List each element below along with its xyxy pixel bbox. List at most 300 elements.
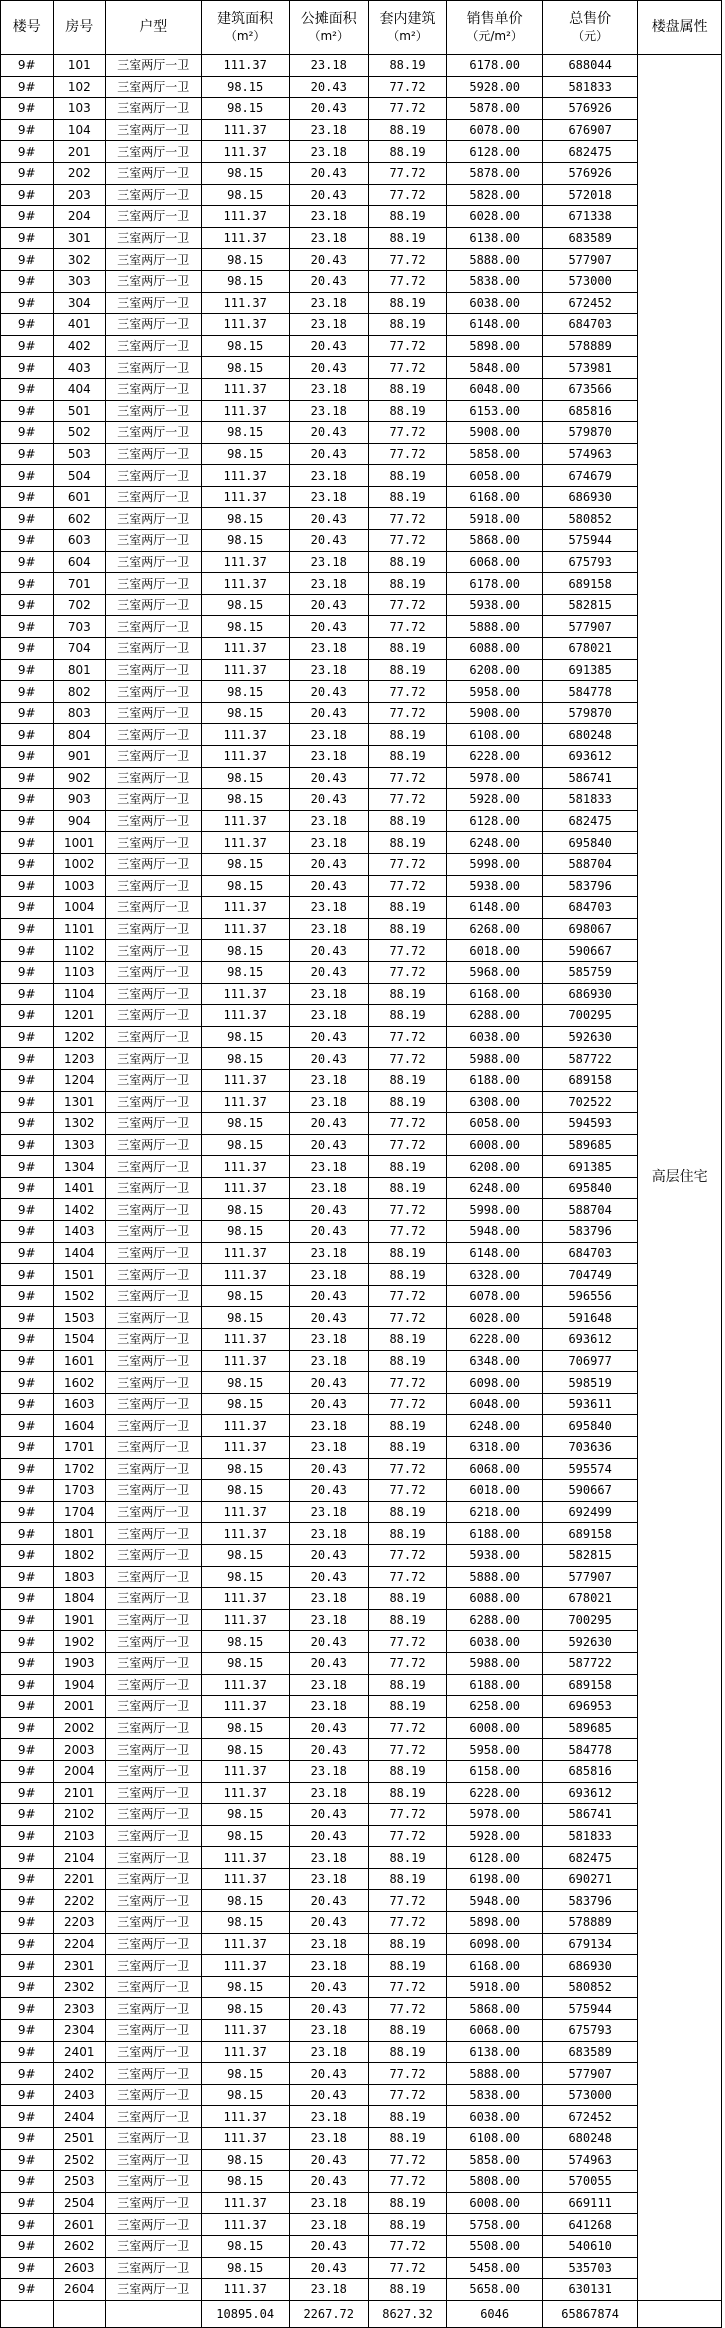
cell-shared: 20.43: [289, 1221, 368, 1243]
cell-area: 111.37: [201, 918, 289, 940]
cell-room: 504: [53, 465, 106, 487]
cell-room: 1801: [53, 1523, 106, 1545]
cell-shared: 23.18: [289, 983, 368, 1005]
cell-price: 5958.00: [447, 1739, 542, 1761]
cell-area: 111.37: [201, 378, 289, 400]
cell-layout: 三室两厅一卫: [106, 1912, 201, 1934]
cell-building: 9#: [1, 897, 54, 919]
cell-inner: 88.19: [368, 1782, 447, 1804]
cell-price: 5938.00: [447, 594, 542, 616]
table-row: [1, 1976, 722, 1998]
cell-price: 5978.00: [447, 767, 542, 789]
cell-shared: 23.18: [289, 1696, 368, 1718]
cell-building: 9#: [1, 789, 54, 811]
header-area-label: 建筑面积: [217, 10, 274, 27]
cell-shared: 20.43: [289, 1026, 368, 1048]
cell-price: 6308.00: [447, 1091, 542, 1113]
cell-total: 577907: [542, 1566, 637, 1588]
table-row: [1, 1998, 722, 2020]
table-row: [1, 1437, 722, 1459]
cell-layout: 三室两厅一卫: [106, 270, 201, 292]
table-row: [1, 2063, 722, 2085]
cell-layout: 三室两厅一卫: [106, 875, 201, 897]
cell-shared: 23.18: [289, 1329, 368, 1351]
cell-area: 111.37: [201, 1501, 289, 1523]
cell-price: 5888.00: [447, 2063, 542, 2085]
cell-total: 685816: [542, 400, 637, 422]
cell-area: 111.37: [201, 55, 289, 77]
totals-row: [1, 2300, 722, 2327]
cell-building: 9#: [1, 724, 54, 746]
cell-building: 9#: [1, 1544, 54, 1566]
cell-total: 684703: [542, 897, 637, 919]
cell-price: 6008.00: [447, 2192, 542, 2214]
cell-building: 9#: [1, 1048, 54, 1070]
table-row: [1, 508, 722, 530]
cell-total: 695840: [542, 1177, 637, 1199]
cell-shared: 23.18: [289, 2192, 368, 2214]
cell-inner: 88.19: [368, 465, 447, 487]
cell-area: 98.15: [201, 1804, 289, 1826]
table-row: [1, 1955, 722, 1977]
cell-inner: 77.72: [368, 1307, 447, 1329]
cell-room: 1304: [53, 1156, 106, 1178]
cell-total: 578889: [542, 1912, 637, 1934]
cell-inner: 88.19: [368, 551, 447, 573]
table-row: [1, 1393, 722, 1415]
cell-inner: 88.19: [368, 832, 447, 854]
header-total-label: 总售价: [569, 10, 612, 27]
cell-inner: 77.72: [368, 249, 447, 271]
cell-price: 6178.00: [447, 55, 542, 77]
cell-layout: 三室两厅一卫: [106, 810, 201, 832]
cell-area: 98.15: [201, 1739, 289, 1761]
cell-total: 675793: [542, 551, 637, 573]
cell-total: 686930: [542, 983, 637, 1005]
cell-room: 1103: [53, 961, 106, 983]
cell-room: 904: [53, 810, 106, 832]
cell-shared: 23.18: [289, 810, 368, 832]
cell-price: 5998.00: [447, 853, 542, 875]
header-price-label: 销售单价: [466, 10, 523, 27]
cell-area: 98.15: [201, 1134, 289, 1156]
cell-layout: 三室两厅一卫: [106, 2106, 201, 2128]
cell-total: 592630: [542, 1631, 637, 1653]
cell-inner: 88.19: [368, 659, 447, 681]
cell-layout: 三室两厅一卫: [106, 162, 201, 184]
cell-inner: 77.72: [368, 1221, 447, 1243]
table-row: [1, 1048, 722, 1070]
cell-room: 403: [53, 357, 106, 379]
header-area-unit: （m²）: [224, 28, 266, 43]
cell-area: 111.37: [201, 1005, 289, 1027]
cell-room: 303: [53, 270, 106, 292]
cell-total: 581833: [542, 1825, 637, 1847]
cell-total: 592630: [542, 1026, 637, 1048]
cell-price: 6158.00: [447, 1760, 542, 1782]
table-row: [1, 1631, 722, 1653]
cell-layout: 三室两厅一卫: [106, 1285, 201, 1307]
cell-inner: 77.72: [368, 1739, 447, 1761]
cell-total: 682475: [542, 810, 637, 832]
table-row: [1, 1264, 722, 1286]
cell-layout: 三室两厅一卫: [106, 1804, 201, 1826]
cell-inner: 88.19: [368, 292, 447, 314]
cell-inner: 88.19: [368, 400, 447, 422]
cell-layout: 三室两厅一卫: [106, 1868, 201, 1890]
cell-room: 2601: [53, 2214, 106, 2236]
cell-area: 98.15: [201, 2149, 289, 2171]
cell-layout: 三室两厅一卫: [106, 659, 201, 681]
cell-layout: 三室两厅一卫: [106, 638, 201, 660]
cell-price: 6088.00: [447, 1588, 542, 1610]
cell-total: 576926: [542, 98, 637, 120]
cell-room: 1502: [53, 1285, 106, 1307]
table-row: [1, 1113, 722, 1135]
cell-room: 203: [53, 184, 106, 206]
cell-price: 6038.00: [447, 2106, 542, 2128]
cell-price: 6058.00: [447, 1113, 542, 1135]
cell-inner: 88.19: [368, 1955, 447, 1977]
cell-area: 98.15: [201, 1544, 289, 1566]
cell-inner: 88.19: [368, 1177, 447, 1199]
cell-price: 6148.00: [447, 314, 542, 336]
cell-total: 577907: [542, 616, 637, 638]
cell-room: 602: [53, 508, 106, 530]
table-row: [1, 810, 722, 832]
cell-room: 2401: [53, 2041, 106, 2063]
cell-price: 6128.00: [447, 141, 542, 163]
cell-price: 6348.00: [447, 1350, 542, 1372]
cell-price: 5948.00: [447, 1890, 542, 1912]
cell-price: 6248.00: [447, 1415, 542, 1437]
cell-layout: 三室两厅一卫: [106, 184, 201, 206]
cell-room: 204: [53, 206, 106, 228]
cell-room: 103: [53, 98, 106, 120]
cell-shared: 20.43: [289, 616, 368, 638]
cell-shared: 23.18: [289, 897, 368, 919]
cell-total: 540610: [542, 2235, 637, 2257]
cell-shared: 23.18: [289, 2279, 368, 2301]
table-row: [1, 551, 722, 573]
cell-building: 9#: [1, 1437, 54, 1459]
cell-price: 6108.00: [447, 724, 542, 746]
cell-price: 5828.00: [447, 184, 542, 206]
cell-inner: 77.72: [368, 76, 447, 98]
table-row: [1, 2020, 722, 2042]
cell-room: 603: [53, 530, 106, 552]
cell-building: 9#: [1, 141, 54, 163]
cell-inner: 88.19: [368, 2041, 447, 2063]
cell-price: 6038.00: [447, 292, 542, 314]
cell-price: 5998.00: [447, 1199, 542, 1221]
cell-inner: 77.72: [368, 1544, 447, 1566]
cell-total: 706977: [542, 1350, 637, 1372]
cell-area: 111.37: [201, 1415, 289, 1437]
table-row: [1, 940, 722, 962]
cell-price: 5888.00: [447, 249, 542, 271]
cell-room: 1402: [53, 1199, 106, 1221]
cell-shared: 20.43: [289, 1307, 368, 1329]
cell-building: 9#: [1, 1847, 54, 1869]
cell-building: 9#: [1, 249, 54, 271]
cell-price: 6288.00: [447, 1609, 542, 1631]
cell-building: 9#: [1, 551, 54, 573]
cell-total: 684703: [542, 1242, 637, 1264]
cell-area: 111.37: [201, 2106, 289, 2128]
cell-inner: 77.72: [368, 1652, 447, 1674]
table-row: [1, 1415, 722, 1437]
cell-area: 111.37: [201, 2020, 289, 2042]
cell-layout: 三室两厅一卫: [106, 1199, 201, 1221]
cell-area: 98.15: [201, 702, 289, 724]
cell-room: 2504: [53, 2192, 106, 2214]
cell-building: 9#: [1, 119, 54, 141]
cell-room: 2303: [53, 1998, 106, 2020]
cell-area: 98.15: [201, 1480, 289, 1502]
cell-room: 2302: [53, 1976, 106, 1998]
cell-room: 1302: [53, 1113, 106, 1135]
cell-shared: 20.43: [289, 2063, 368, 2085]
cell-price: 5938.00: [447, 875, 542, 897]
cell-layout: 三室两厅一卫: [106, 1782, 201, 1804]
cell-area: 111.37: [201, 400, 289, 422]
cell-building: 9#: [1, 1976, 54, 1998]
cell-area: 98.15: [201, 1717, 289, 1739]
cell-total: 703636: [542, 1437, 637, 1459]
cell-inner: 77.72: [368, 335, 447, 357]
cell-building: 9#: [1, 2214, 54, 2236]
table-row: [1, 1501, 722, 1523]
cell-shared: 20.43: [289, 1393, 368, 1415]
cell-area: 98.15: [201, 789, 289, 811]
cell-inner: 88.19: [368, 1005, 447, 1027]
cell-shared: 23.18: [289, 378, 368, 400]
table-row: [1, 2128, 722, 2150]
table-row: [1, 1912, 722, 1934]
cell-layout: 三室两厅一卫: [106, 789, 201, 811]
cell-area: 98.15: [201, 1307, 289, 1329]
cell-area: 98.15: [201, 1026, 289, 1048]
cell-room: 2001: [53, 1696, 106, 1718]
cell-inner: 77.72: [368, 616, 447, 638]
cell-total: 683589: [542, 2041, 637, 2063]
table-row: [1, 1696, 722, 1718]
table-row: [1, 1134, 722, 1156]
cell-inner: 88.19: [368, 983, 447, 1005]
cell-area: 98.15: [201, 422, 289, 444]
cell-total: 630131: [542, 2279, 637, 2301]
cell-layout: 三室两厅一卫: [106, 1501, 201, 1523]
cell-price: 6228.00: [447, 1782, 542, 1804]
cell-layout: 三室两厅一卫: [106, 206, 201, 228]
cell-total: 579870: [542, 702, 637, 724]
cell-room: 1101: [53, 918, 106, 940]
cell-room: 2103: [53, 1825, 106, 1847]
cell-price: 6148.00: [447, 1242, 542, 1264]
cell-layout: 三室两厅一卫: [106, 227, 201, 249]
cell-shared: 23.18: [289, 55, 368, 77]
cell-price: 5908.00: [447, 702, 542, 724]
cell-building: 9#: [1, 1285, 54, 1307]
cell-area: 111.37: [201, 465, 289, 487]
cell-shared: 20.43: [289, 530, 368, 552]
cell-price: 6138.00: [447, 227, 542, 249]
table-row: [1, 249, 722, 271]
cell-shared: 23.18: [289, 2020, 368, 2042]
cell-shared: 20.43: [289, 508, 368, 530]
totals-price: 6046: [447, 2300, 542, 2327]
cell-total: 587722: [542, 1652, 637, 1674]
cell-building: 9#: [1, 1739, 54, 1761]
cell-total: 587722: [542, 1048, 637, 1070]
cell-shared: 23.18: [289, 1264, 368, 1286]
table-row: [1, 1652, 722, 1674]
cell-layout: 三室两厅一卫: [106, 1221, 201, 1243]
cell-room: 2304: [53, 2020, 106, 2042]
cell-room: 1001: [53, 832, 106, 854]
table-row: [1, 875, 722, 897]
cell-building: 9#: [1, 1912, 54, 1934]
cell-shared: 20.43: [289, 789, 368, 811]
cell-layout: 三室两厅一卫: [106, 357, 201, 379]
cell-room: 2004: [53, 1760, 106, 1782]
cell-building: 9#: [1, 594, 54, 616]
cell-layout: 三室两厅一卫: [106, 1696, 201, 1718]
totals-total: 65867874: [542, 2300, 637, 2327]
cell-total: 574963: [542, 443, 637, 465]
cell-inner: 77.72: [368, 1631, 447, 1653]
cell-price: 5878.00: [447, 162, 542, 184]
cell-area: 111.37: [201, 314, 289, 336]
table-row: [1, 2106, 722, 2128]
cell-shared: 23.18: [289, 1091, 368, 1113]
cell-layout: 三室两厅一卫: [106, 378, 201, 400]
cell-price: 6168.00: [447, 486, 542, 508]
cell-shared: 20.43: [289, 2235, 368, 2257]
cell-price: 6128.00: [447, 810, 542, 832]
cell-total: 590667: [542, 1480, 637, 1502]
header-shared-label: 公摊面积: [300, 10, 357, 27]
cell-shared: 20.43: [289, 702, 368, 724]
cell-room: 2203: [53, 1912, 106, 1934]
cell-building: 9#: [1, 659, 54, 681]
cell-inner: 77.72: [368, 940, 447, 962]
cell-price: 6098.00: [447, 1372, 542, 1394]
cell-price: 5458.00: [447, 2257, 542, 2279]
cell-room: 801: [53, 659, 106, 681]
cell-inner: 77.72: [368, 508, 447, 530]
table-row: [1, 832, 722, 854]
header-row: [1, 1, 722, 55]
cell-price: 5898.00: [447, 1912, 542, 1934]
cell-room: 1501: [53, 1264, 106, 1286]
cell-area: 111.37: [201, 1696, 289, 1718]
table-row: [1, 119, 722, 141]
table-row: [1, 314, 722, 336]
cell-area: 98.15: [201, 1372, 289, 1394]
cell-total: 583796: [542, 1221, 637, 1243]
cell-total: 693612: [542, 1782, 637, 1804]
table-row: [1, 681, 722, 703]
cell-shared: 23.18: [289, 2041, 368, 2063]
cell-price: 5948.00: [447, 1221, 542, 1243]
cell-inner: 77.72: [368, 767, 447, 789]
table-row: [1, 918, 722, 940]
cell-shared: 23.18: [289, 746, 368, 768]
cell-inner: 88.19: [368, 1760, 447, 1782]
cell-shared: 23.18: [289, 1523, 368, 1545]
cell-price: 5838.00: [447, 2084, 542, 2106]
cell-room: 1804: [53, 1588, 106, 1610]
cell-room: 704: [53, 638, 106, 660]
cell-building: 9#: [1, 184, 54, 206]
cell-area: 98.15: [201, 2257, 289, 2279]
cell-area: 98.15: [201, 681, 289, 703]
cell-shared: 23.18: [289, 832, 368, 854]
cell-shared: 23.18: [289, 1609, 368, 1631]
cell-inner: 77.72: [368, 1458, 447, 1480]
cell-area: 111.37: [201, 2279, 289, 2301]
cell-inner: 77.72: [368, 1890, 447, 1912]
cell-price: 6068.00: [447, 2020, 542, 2042]
cell-price: 6168.00: [447, 983, 542, 1005]
cell-inner: 88.19: [368, 141, 447, 163]
cell-inner: 88.19: [368, 2279, 447, 2301]
cell-building: 9#: [1, 918, 54, 940]
cell-building: 9#: [1, 1156, 54, 1178]
table-row: [1, 1329, 722, 1351]
cell-layout: 三室两厅一卫: [106, 119, 201, 141]
cell-price: 6188.00: [447, 1674, 542, 1696]
cell-total: 696953: [542, 1696, 637, 1718]
cell-inner: 88.19: [368, 1501, 447, 1523]
cell-price: 6168.00: [447, 1955, 542, 1977]
table-row: [1, 1847, 722, 1869]
table-row: [1, 573, 722, 595]
cell-shared: 20.43: [289, 357, 368, 379]
cell-inner: 88.19: [368, 2020, 447, 2042]
cell-layout: 三室两厅一卫: [106, 1415, 201, 1437]
cell-inner: 88.19: [368, 1696, 447, 1718]
cell-room: 2404: [53, 2106, 106, 2128]
cell-area: 98.15: [201, 875, 289, 897]
cell-area: 111.37: [201, 746, 289, 768]
cell-total: 581833: [542, 76, 637, 98]
cell-area: 111.37: [201, 1329, 289, 1351]
cell-area: 98.15: [201, 1458, 289, 1480]
cell-layout: 三室两厅一卫: [106, 961, 201, 983]
cell-total: 582815: [542, 594, 637, 616]
cell-inner: 77.72: [368, 702, 447, 724]
cell-price: 5988.00: [447, 1048, 542, 1070]
cell-price: 5878.00: [447, 98, 542, 120]
table-row: [1, 184, 722, 206]
cell-room: 201: [53, 141, 106, 163]
cell-inner: 88.19: [368, 2214, 447, 2236]
cell-shared: 20.43: [289, 443, 368, 465]
table-row: [1, 1307, 722, 1329]
cell-shared: 23.18: [289, 1177, 368, 1199]
cell-building: 9#: [1, 76, 54, 98]
cell-layout: 三室两厅一卫: [106, 1998, 201, 2020]
cell-area: 111.37: [201, 141, 289, 163]
cell-total: 576926: [542, 162, 637, 184]
table-row: [1, 1372, 722, 1394]
cell-price: 6008.00: [447, 1717, 542, 1739]
table-row: [1, 1566, 722, 1588]
header-room: 房号: [53, 1, 106, 55]
